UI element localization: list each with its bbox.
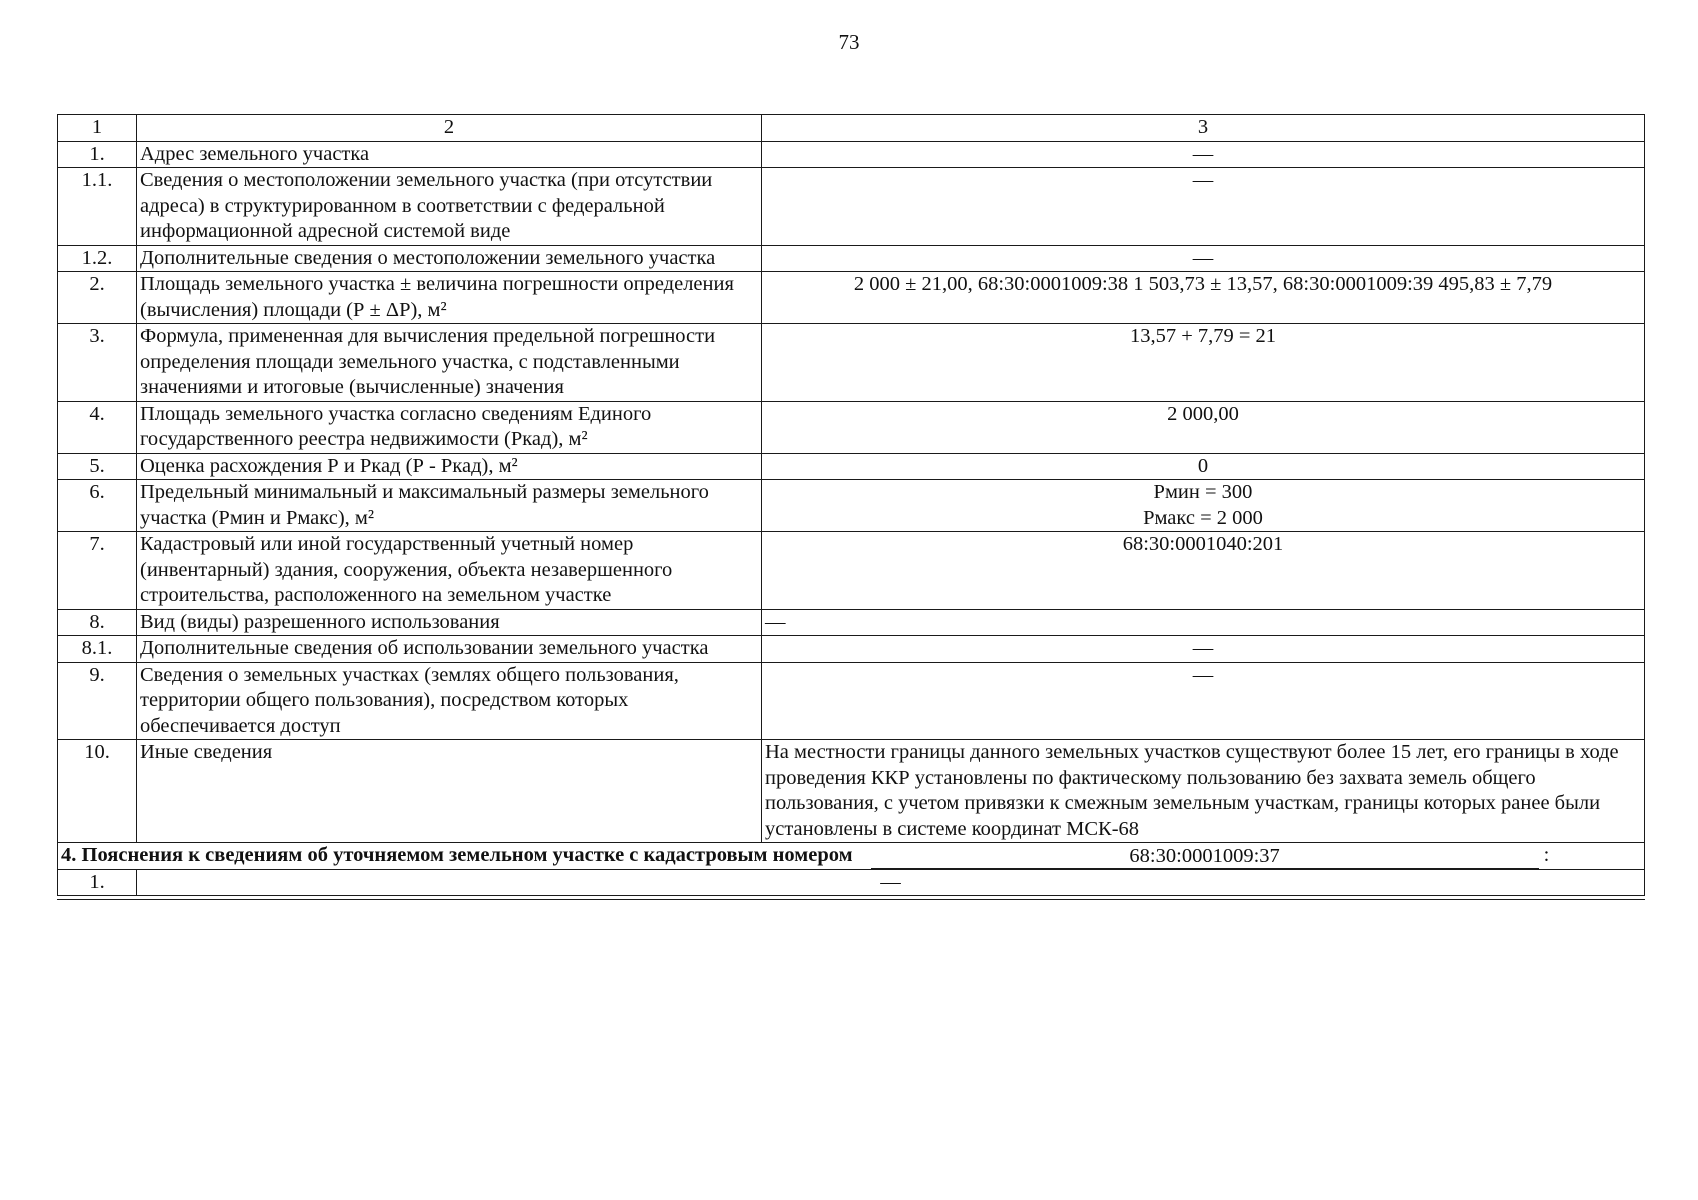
row-value: — [762,245,1645,272]
row-value: 68:30:0001040:201 [762,532,1645,610]
row-number: 3. [58,324,137,402]
table-row [58,480,1645,532]
row-label: Вид (виды) разрешенного использования [137,609,762,636]
table-header-row [58,115,1645,142]
row-label: Дополнительные сведения о местоположении земельного участка [137,245,762,272]
row-value: — [762,168,1645,246]
row-number: 8.1. [58,636,137,663]
row-number: 1. [58,869,137,896]
section-4-title: 4. Пояснения к сведениям об уточняемом земельном участке с кадастровым номером [61,844,853,866]
table-row [58,453,1645,480]
header-col-1: 1 [58,115,137,142]
area-max-value: Рмакс = 2 000 [1143,506,1263,529]
row-value: 13,57 + 7,79 = 21 [762,324,1645,402]
row-label: Площадь земельного участка ± величина погрешности определения (вычисления) площади (Р ± ΔР), м² [137,272,762,324]
section-4-header [58,843,1645,870]
table-row [58,662,1645,740]
table-row [58,245,1645,272]
row-label: Сведения о местоположении земельного участка (при отсутствии адреса) в структурированном в соответствии с федеральной информационной адресной системой виде [137,168,762,246]
row-number: 1. [58,141,137,168]
section-4-colon: : [1543,844,1550,866]
row-value: — [137,869,1645,896]
table-row [58,141,1645,168]
row-value: — [762,636,1645,663]
area-min-value: Рмин = 300 [1153,481,1253,503]
row-value [762,480,1645,532]
land-plot-info-table [57,114,1645,896]
row-number: 5. [58,453,137,480]
row-label: Дополнительные сведения об использовании земельного участка [137,636,762,663]
row-label: Оценка расхождения Р и Ркад (Р - Ркад), м² [137,453,762,480]
header-col-3: 3 [762,115,1645,142]
row-number: 10. [58,740,137,843]
row-label: Предельный минимальный и максимальный размеры земельного участка (Рмин и Рмакс), м² [137,480,762,532]
row-label: Формула, примененная для вычисления предельной погрешности определения площади земельного участка, с подставленными значениями и итоговые (вычисленные) значения [137,324,762,402]
table-row [58,636,1645,663]
row-number: 8. [58,609,137,636]
table-row [58,272,1645,324]
row-value: — [762,609,1645,636]
row-number: 7. [58,532,137,610]
row-label: Сведения о земельных участках (землях общего пользования, территории общего пользования), посредством которых обеспечивается доступ [137,662,762,740]
row-number: 1.1. [58,168,137,246]
section-4-cadastral-number: 68:30:0001009:37 [871,844,1539,869]
row-number: 1.2. [58,245,137,272]
row-number: 6. [58,480,137,532]
row-label: Иные сведения [137,740,762,843]
row-value: — [762,662,1645,740]
table-row [58,869,1645,896]
row-value: 0 [762,453,1645,480]
table-bottom-rule [57,899,1645,900]
row-label: Адрес земельного участка [137,141,762,168]
row-label: Площадь земельного участка согласно сведениям Единого государственного реестра недвижимости (Ркад), м² [137,401,762,453]
page-number: 73 [838,30,860,54]
table-row [58,324,1645,402]
table-row [58,401,1645,453]
row-label: Кадастровый или иной государственный учетный номер (инвентарный) здания, сооружения, объекта незавершенного строительства, расположенного на земельном участке [137,532,762,610]
header-col-2: 2 [137,115,762,142]
table-row [58,168,1645,246]
row-number: 9. [58,662,137,740]
table-row [58,532,1645,610]
row-value: На местности границы данного земельных участков существуют более 15 лет, его границы в ходе проведения ККР установлены по фактическому пользованию без захвата земель общего пользования, с учетом привязки к смежным земельным участкам, границы которых ранее были установлены в системе координат МСК-68 [762,740,1645,843]
row-number: 4. [58,401,137,453]
table-row [58,609,1645,636]
section-4-header-row [58,843,1645,870]
row-value: 2 000 ± 21,00, 68:30:0001009:38 1 503,73 ± 13,57, 68:30:0001009:39 495,83 ± 7,79 [762,272,1645,324]
row-value: — [762,141,1645,168]
table-row [58,740,1645,843]
row-value: 2 000,00 [762,401,1645,453]
row-number: 2. [58,272,137,324]
